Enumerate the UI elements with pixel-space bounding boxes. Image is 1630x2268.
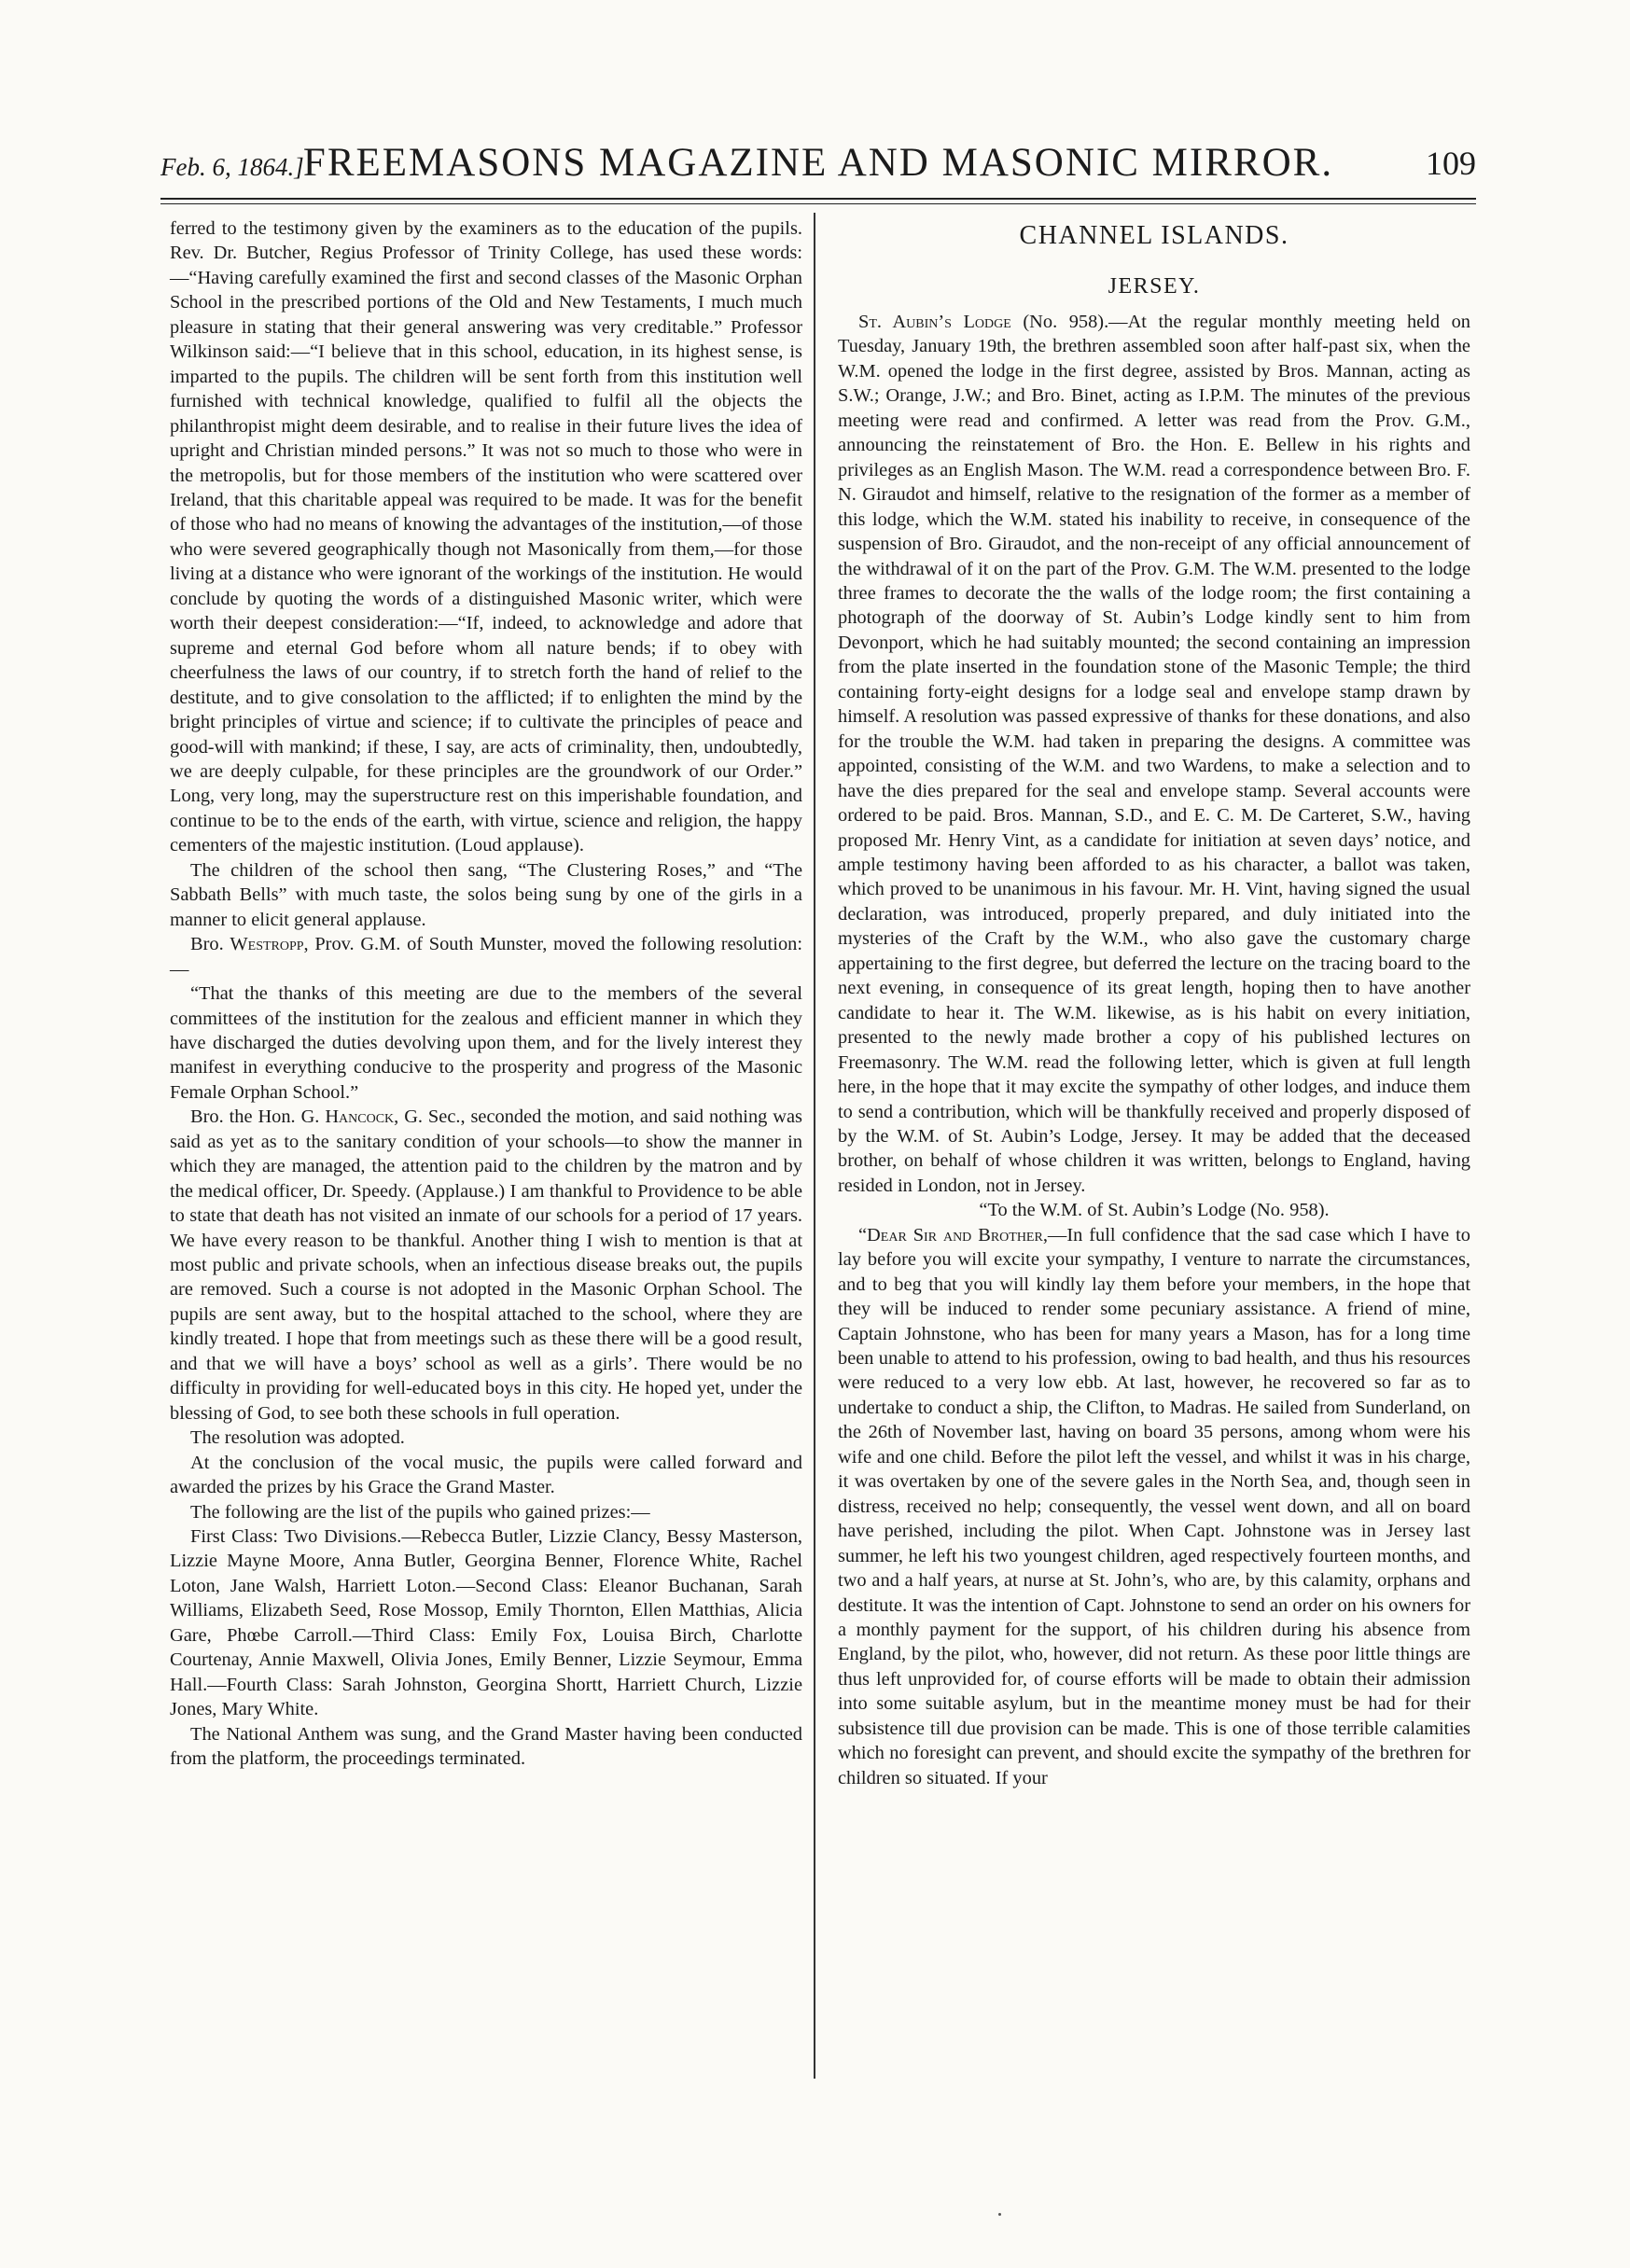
paragraph-text: , G. Sec., seconded the motion, and said nothing was said as yet as to the sanitary condition of your schools—to show the manner in which they are managed, the attention paid to the children by the matron and by the medical officer, Dr. Speedy. (Applause.) I am thankful to Providence to be able to state that death has not visited an inmate of our schools for a period of 17 years. We have every reason to be thankful. Another thing I wish to mention is that at most public and private schools, when an infectious disease breaks out, the pupils are removed. Such a course is not adopted in the Masonic Orphan School. The pupils are sent away, but to the hospital attached to the school, where they are kindly treated. I hope that from meetings such as these there will be a good result, and that we will have a boys’ school as well as a girls’. There would be no difficulty in providing for well-educated boys in this city. He hoped yet, under the blessing of God, to see both these schools in full operation. [170, 1106, 802, 1424]
header-date: Feb. 6, 1864.] [160, 153, 304, 181]
lodge-name: St. Aubin’s Lodge [858, 312, 1011, 332]
article-paragraph: The following are the list of the pupils who gained prizes:— [190, 1501, 650, 1523]
page-header [160, 140, 1476, 188]
left-column [170, 216, 802, 1772]
article-paragraph: The National Anthem was sung, and the Grand Master having been conducted from the platform, the proceedings terminated. [170, 1723, 802, 1770]
lodge-report [838, 310, 1470, 1198]
speaker-name: Hancock [325, 1106, 395, 1128]
resolution-text: “That the thanks of this meeting are due to the members of the several committees of the institution for the zealous and efficient manner in which they have discharged the duties devolving upon them, and for the lively interest they manifest in everything conducive to the prosperity and progress of the Masonic Female Orphan School.” [170, 983, 802, 1103]
right-column [838, 216, 1470, 1790]
header-rule-thin [160, 203, 1476, 204]
header-rule-thick [160, 198, 1476, 200]
article-paragraph [170, 932, 802, 981]
section-title: CHANNEL ISLANDS. [1019, 221, 1289, 250]
print-speck [998, 2213, 1001, 2216]
article-paragraph: The children of the school then sang, “The Clustering Roses,” and “The Sabbath Bells” with much taste, the solos being sung by one of the girls in a manner to elicit general applause. [170, 859, 802, 930]
article-paragraph [170, 1105, 802, 1426]
letter-greeting: “Dear Sir and Brother [858, 1224, 1043, 1245]
letter-body [838, 1223, 1470, 1790]
paragraph-text: ,—In full confidence that the sad case which I have to lay before you will excite your sympathy, I venture to narrate the circumstances, and to beg that you will kindly lay them before your members, in the hope that they will be induced to render some pecuniary assistance. A friend of mine, Captain Johnstone, who has been for many years a Mason, has for a long time been unable to attend to his profession, owing to bad health, and thus his resources were reduced to a very low ebb. At last, however, he recovered so far as to undertake to conduct a ship, the Clifton, to Madras. He sailed from Sunderland, on the 26th of November last, having on board 35 persons, among whom were his wife and one child. Before the pilot left the vessel, and whilst it was in his charge, it was overtaken by one of the severe gales in the North Sea, and, though seen in distress, received no help; consequently, the vessel went down, and all on board have perished, including the pilot. When Capt. Johnstone was in Jersey last summer, he left his two youngest children, aged respectively fourteen months, and two and a half years, at nurse at St. John’s, who are, by this calamity, orphans and destitute. It was the intention of Capt. Johnstone to send an order on his owners for a monthly payment for the support, of his children during his absence from England, by the pilot, who, however, did not return. As these poor little things are thus left unprovided for, of course efforts will be made to obtain their admission into some suitable asylum, but in the meantime money must be had for their subsistence till due provision can be made. This is one of those terrible calamities which no foresight can prevent, and should excite the sympathy of the brethren for children so situated. If your [838, 1224, 1471, 1788]
article-paragraph: The resolution was adopted. [190, 1427, 405, 1449]
column-divider [814, 213, 815, 2079]
paragraph-lead: Bro. [190, 934, 230, 955]
subsection-title: JERSEY. [1108, 274, 1201, 299]
speaker-name: Westropp [230, 934, 304, 955]
prize-list: First Class: Two Divisions.—Rebecca Butler, Lizzie Clancy, Bessy Masterson, Lizzie Mayne Moore, Anna Butler, Georgina Benner, Florence White, Rachel Loton, Jane Walsh, Harriett Loton.—Second Class: Eleanor Buchanan, Sarah Williams, Elizabeth Seed, Rose Mossop, Emily Thornton, Ellen Matthias, Alicia Gare, Phœbe Carroll.—Third Class: Emily Fox, Louisa Birch, Charlotte Courtenay, Annie Maxwell, Olivia Jones, Emily Benner, Lizzie Seymour, Emma Hall.—Fourth Class: Sarah Johnston, Georgina Shortt, Harriett Church, Lizzie Jones, Mary White. [170, 1526, 802, 1720]
paragraph-lead: Bro. the Hon. G. [190, 1106, 326, 1128]
paragraph-text: , Prov. G.M. of South Munster, moved the following resolution:— [170, 934, 803, 980]
article-paragraph: ferred to the testimony given by the examiners as to the education of the pupils. Rev. Dr. Butcher, Regius Professor of Trinity College, has used these words:—“Having carefully examined the first and second classes of the Masonic Orphan School in the prescribed portions of the Old and New Testaments, I much much pleasure in stating that their general answering was very creditable.” Professor Wilkinson said:—“I believe that in this school, education, in its highest sense, is imparted to the pupils. The children will be sent forth from this institution well furnished with technical knowledge, qualified to fulfil all the objects the philanthropist might deem desirable, and to realise in their future lives the idea of upright and Christian minded persons.” It was not so much to those who were in the metropolis, but for those members of the institution who were scattered over Ireland, that this charitable appeal was required to be made. It was for the benefit of those who had no means of knowing the advantages of the institution,—of those who were severed geographically though not Masonically from them,—for those living at a distance who were ignorant of the workings of the institution. He would conclude by quoting the words of a distinguished Masonic writer, which were worth their deepest consideration:—“If, indeed, to acknowledge and adore that supreme and eternal God before whom all nature bends; if to obey with cheerfulness the laws of our country, if to stretch forth the hand of relief to the destitute, and to give consolation to the afflicted; if to enlighten the mind by the bright principles of virtue and science; if to cultivate the principles of peace and good-will with mankind; if these, I say, are acts of criminality, then, undoubtedly, we are deeply culpable, for these principles are the groundwork of our Order.” Long, very long, may the superstructure rest on this imperishable foundation, and continue to be to the ends of the earth, with virtue, science and religion, the happy cementers of the majestic institution. (Loud applause). [170, 218, 802, 856]
magazine-title: FREEMASONS MAGAZINE AND MASONIC MIRROR. [302, 141, 1334, 185]
paragraph-text: (No. 958).—At the regular monthly meeting held on Tuesday, January 19th, the brethren assembled soon after half-past six, when the W.M. opened the lodge in the first degree, assisted by Bros. Mannan, acting as S.W.; Orange, J.W.; and Bro. Binet, acting as I.P.M. The minutes of the previous meeting were read and confirmed. A letter was read from the Prov. G.M., announcing the reinstatement of Bro. the Hon. E. Bellew in his rights and privileges as an English Mason. The W.M. read a correspondence between Bro. F. N. Giraudot and himself, relative to the resignation of the former as a member of this lodge, which the W.M. stated his inability to receive, in consequence of the suspension of Bro. Giraudot, and the non-receipt of any official announcement of the withdrawal of it on the part of the Prov. G.M. The W.M. presented to the lodge three frames to decorate the the walls of the lodge room; the first containing a photograph of the doorway of St. Aubin’s Lodge kindly sent to him from Devonport, which he had suitably mounted; the second containing an impression from the plate inserted in the foundation stone of the Masonic Temple; the third containing forty-eight designs for a lodge seal and envelope stamp drawn by himself. A resolution was passed expressive of thanks for these donations, and also for the trouble the W.M. had taken in preparing the designs. A committee was appointed, consisting of the W.M. and two Wardens, to make a selection and to have the dies prepared for the seal and envelope stamp. Several accounts were ordered to be paid. Bros. Mannan, S.D., and E. C. M. De Carteret, S.W., having proposed Mr. Henry Vint, as a candidate for initiation at seven days’ notice, and ample testimony having been afforded to as his character, a ballot was taken, which proved to be unanimous in his favour. Mr. H. Vint, having signed the usual declaration, was introduced, properly prepared, and duly initiated into the mysteries of the Craft by the W.M., who also gave the customary charge appertaining to the first degree, but deferred the lecture on the tracing board to the next evening, in consequence of its great length, hoping then to have another candidate to hear it. The W.M. likewise, as is his habit on every initiation, presented to the newly made brother a copy of his published lectures on Freemasonry. The W.M. read the following letter, which is given at full length here, in the hope that it may excite the sympathy of other lodges, and induce them to send a contribution, which will be thankfully received and properly disposed of by the W.M. of St. Aubin’s Lodge, Jersey. It may be added that the deceased brother, on behalf of whose children it was written, belongs to England, having resided in London, not in Jersey. [838, 312, 1470, 1196]
article-paragraph: At the conclusion of the vocal music, the pupils were called forward and awarded the prizes by his Grace the Grand Master. [170, 1452, 802, 1498]
letter-salutation: “To the W.M. of St. Aubin’s Lodge (No. 958). [979, 1200, 1330, 1221]
page-number: 109 [1426, 145, 1476, 182]
